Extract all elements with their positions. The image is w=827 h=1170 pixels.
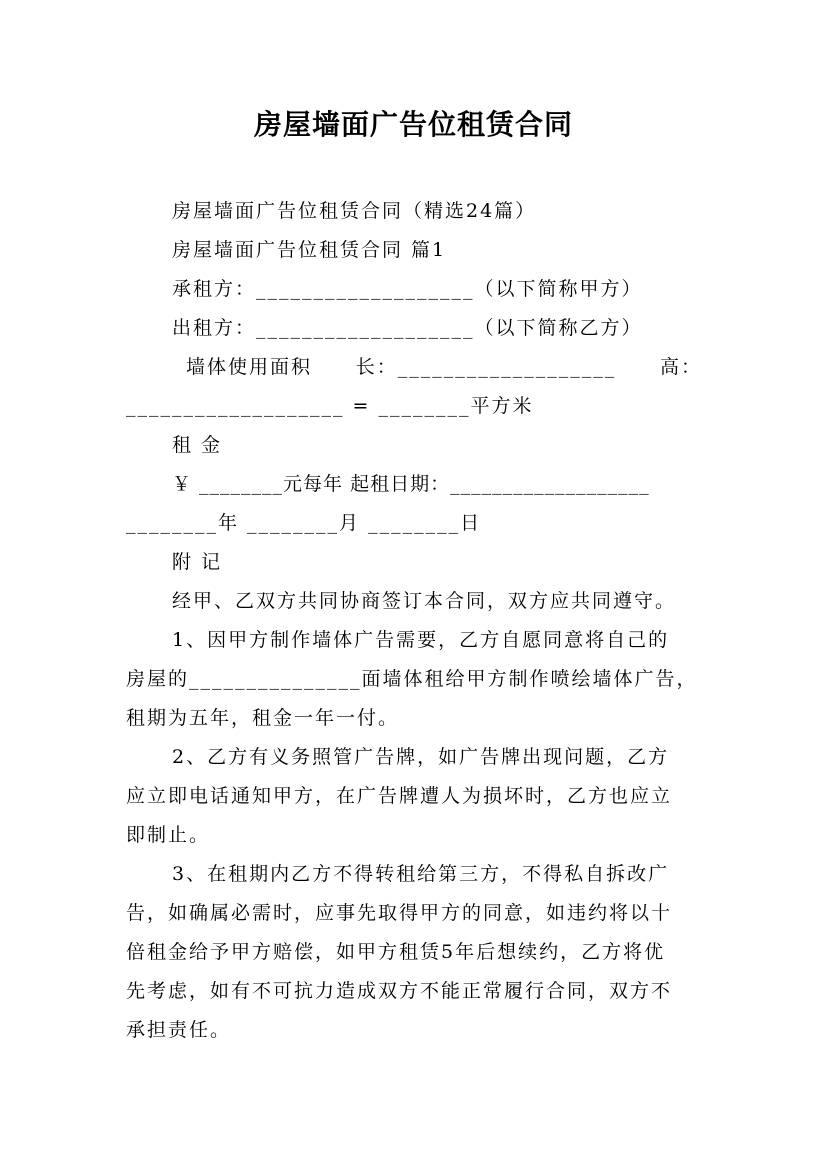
document-title: 房屋墙面广告位租赁合同 <box>253 108 573 141</box>
rent-amount-line: ￥ ________元每年 起租日期：___________________ <box>172 473 650 495</box>
wall-length-field: 长：___________________ <box>355 356 617 378</box>
clause-1-line-2: 房屋的_______________面墙体租给甲方制作喷绘墙体广告， <box>126 668 698 690</box>
preamble: 经甲、乙双方共同协商签订本合同，双方应共同遵守。 <box>172 590 677 612</box>
appendix-heading: 附 记 <box>172 551 223 573</box>
clause-1-line-1: 1、因甲方制作墙体广告需要，乙方自愿同意将自己的 <box>172 629 670 651</box>
clause-3-line-3: 倍租金给予甲方赔偿，如甲方租赁5年后想续约，乙方将优 <box>126 941 666 963</box>
wall-area-line <box>186 354 702 380</box>
wall-area-result: ___________________ = ________平方米 <box>126 395 534 417</box>
start-date-line: ________年 ________月 ________日 <box>126 512 482 534</box>
rent-heading: 租 金 <box>172 434 223 456</box>
clause-2-line-3: 即制止。 <box>126 824 211 846</box>
clause-2-line-1: 2、乙方有义务照管广告牌，如广告牌出现问题，乙方 <box>172 746 670 768</box>
lessee-line: 承租方：___________________（以下简称甲方） <box>172 278 643 300</box>
lessor-line: 出租方：___________________（以下简称乙方） <box>172 317 643 339</box>
clause-3-line-2: 告，如确属必需时，应事先取得甲方的同意，如违约将以十 <box>126 902 673 924</box>
clause-3-line-1: 3、在租期内乙方不得转租给第三方，不得私自拆改广 <box>172 863 670 885</box>
subtitle: 房屋墙面广告位租赁合同（精选24篇） <box>172 200 537 222</box>
wall-area-label: 墙体使用面积 <box>186 356 313 378</box>
clause-1-line-3: 租期为五年，租金一年一付。 <box>126 707 400 729</box>
clause-3-line-4: 先考虑，如有不可抗力造成双方不能正常履行合同，双方不 <box>126 980 673 1002</box>
clause-3-line-5: 承担责任。 <box>126 1019 232 1041</box>
wall-height-label: 高： <box>659 356 702 378</box>
section-heading: 房屋墙面广告位租赁合同 篇1 <box>172 239 447 261</box>
clause-2-line-2: 应立即电话通知甲方，在广告牌遭人为损坏时，乙方也应立 <box>126 785 673 807</box>
